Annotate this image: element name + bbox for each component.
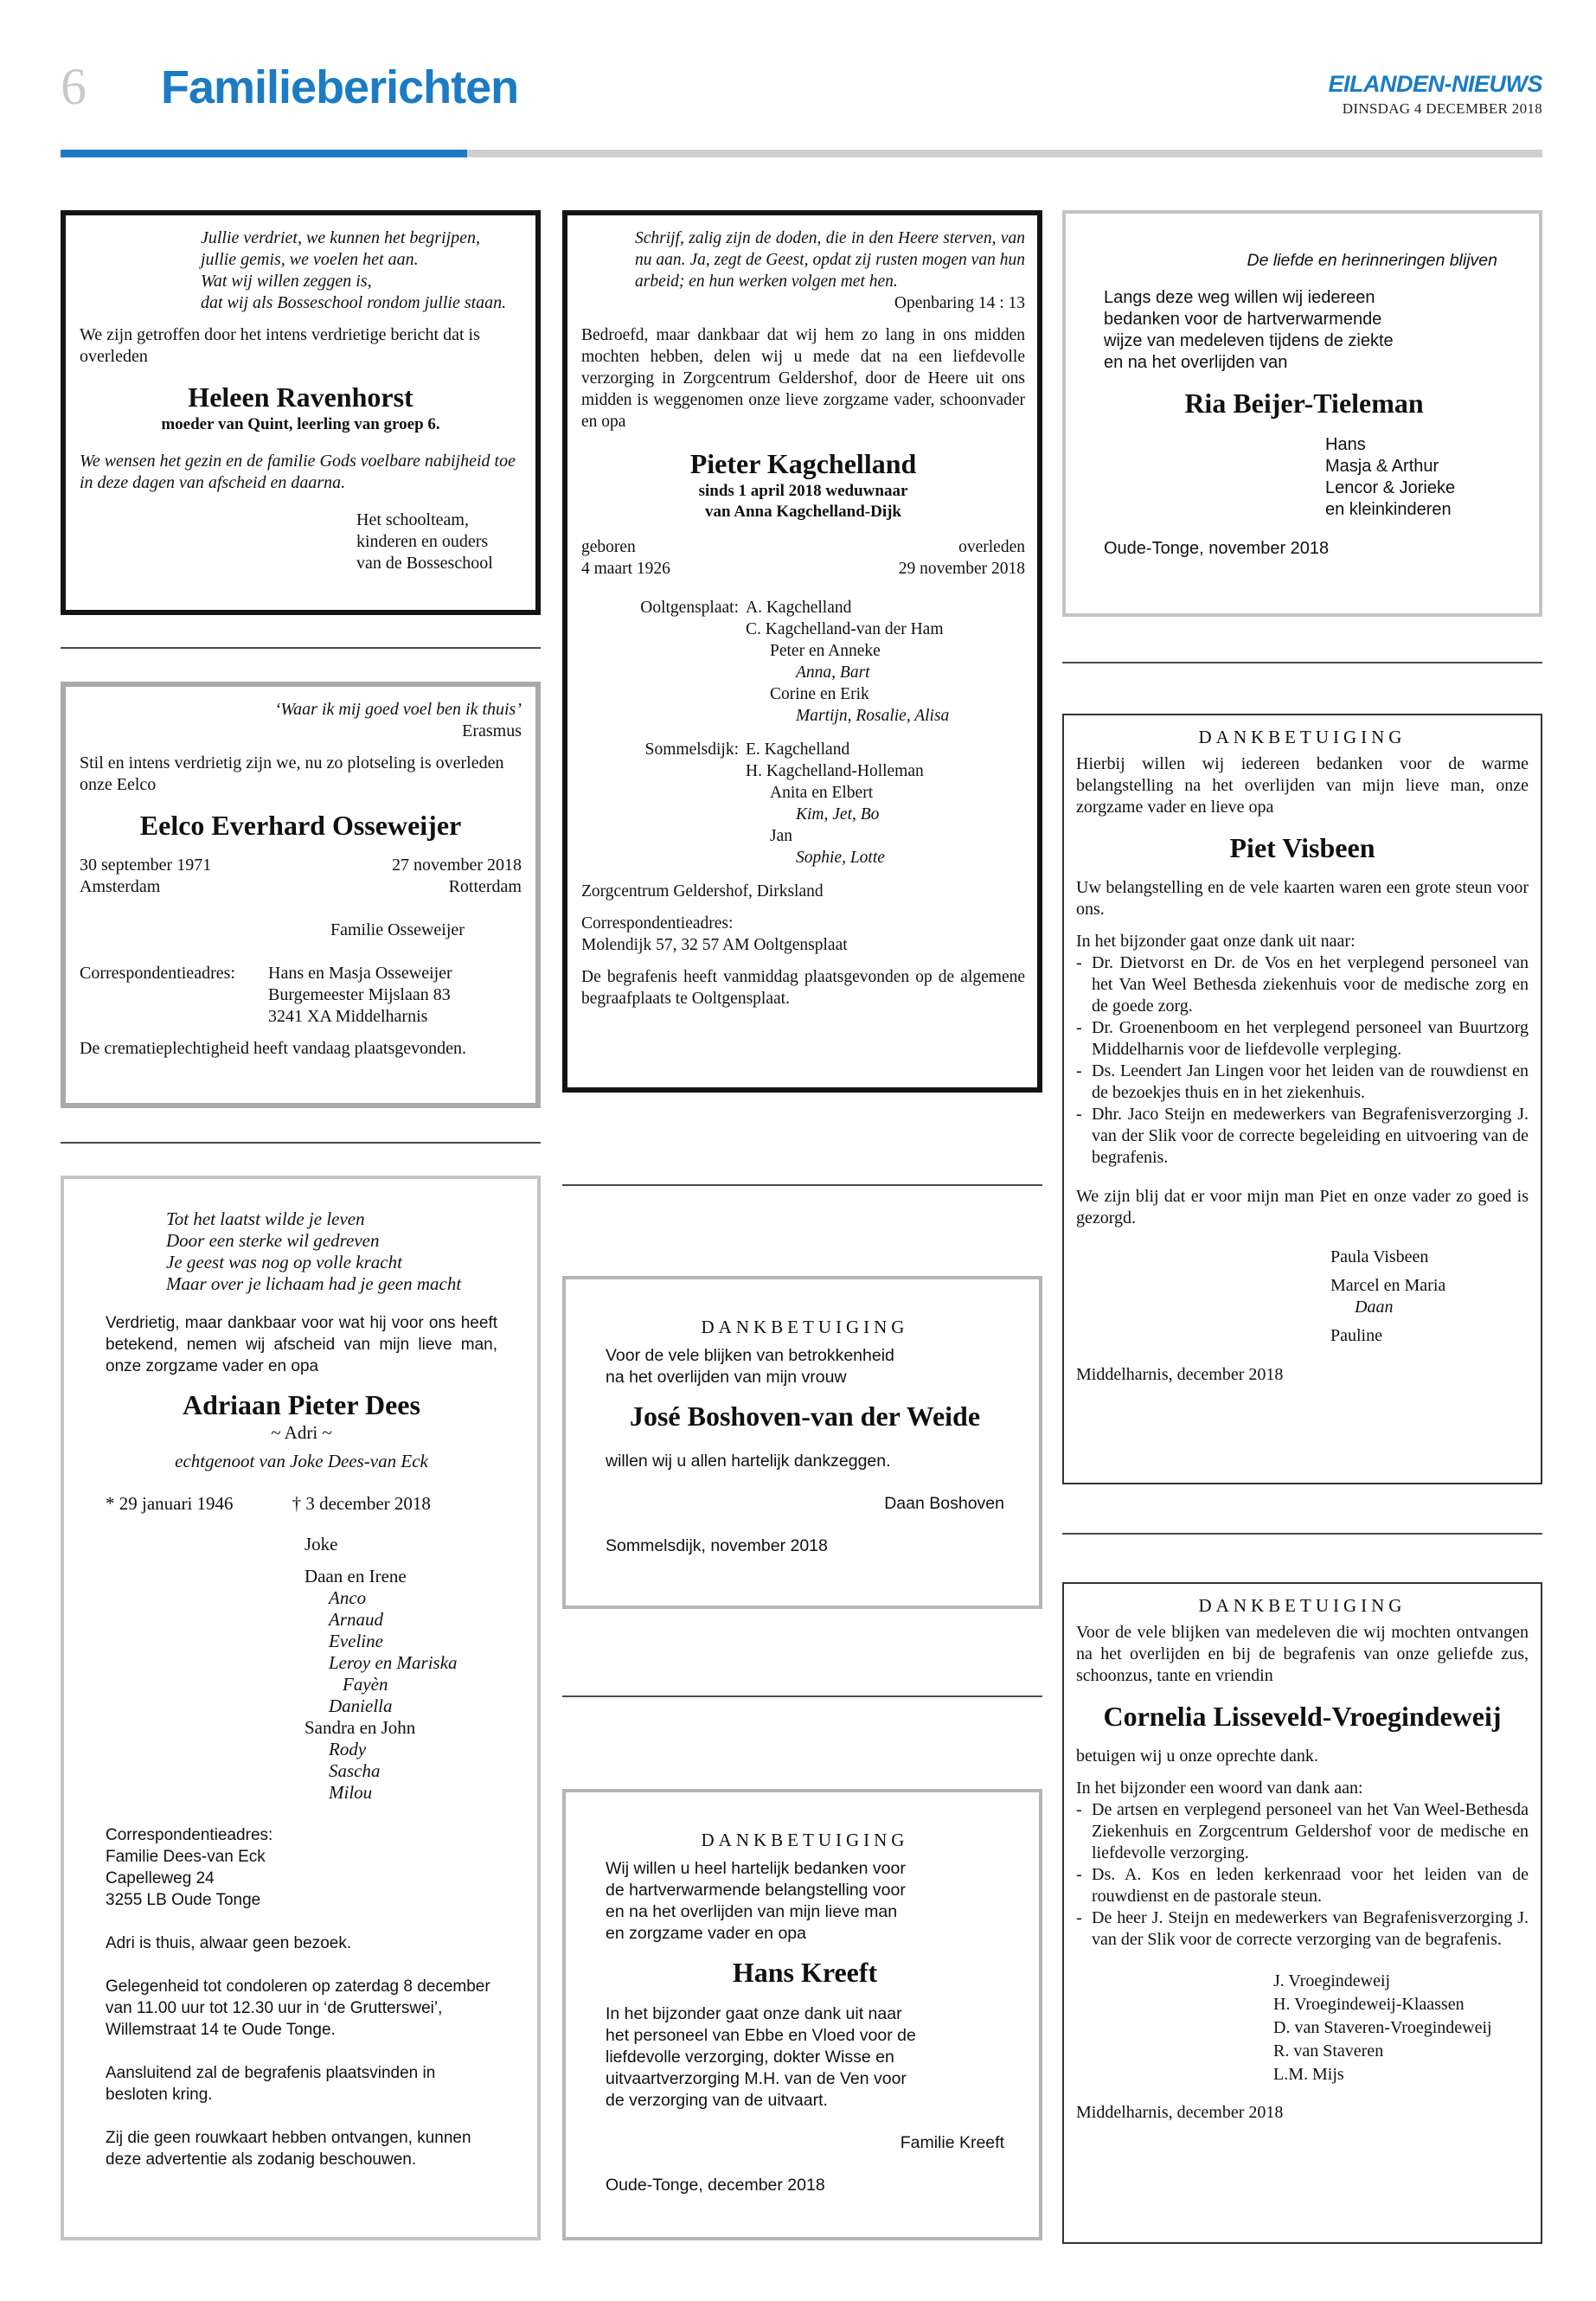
death-notice-kagchelland (562, 210, 1042, 1093)
thanks-text: willen wij u allen hartelijk dankzeggen. (606, 1452, 891, 1471)
nickname: ~ Adri ~ (271, 1422, 332, 1443)
deceased-name: Adriaan Pieter Dees (183, 1389, 420, 1420)
list-intro: In het bijzonder gaat onze dank uit naar: (1076, 932, 1356, 951)
note: De begrafenis heeft vanmiddag plaatsgevonden op de algemene begraafplaats te Ooltgensplaat. (581, 968, 1025, 1008)
location: Zorgcentrum Geldershof, Dirksland (581, 882, 824, 901)
dates-row: 4 maart 1926 29 november 2018 (581, 560, 1025, 578)
intro-text: Stil en intens verdrietig zijn we, nu zo plotseling is overleden onze Eelco (80, 753, 504, 794)
thank-you-visbeen (1062, 714, 1542, 1484)
poem: Tot het laatst wilde je leven Door een sterke wil gedreven Je geest was nog op volle kracht Maar over je lichaam had je geen macht (166, 1208, 462, 1294)
family-signature: Familie Osseweijer (330, 920, 465, 939)
dankbetuiging-heading: DANKBETUIGING (701, 1317, 909, 1337)
intro-text: Verdrietig, maar dankbaar voor wat hij voor ons heeft betekend, nemen wij afscheid van mijn lieve man, onze zorgzame vader en opa (106, 1314, 497, 1375)
list-item: - Ds. Leendert Jan Lingen voor het leiden van de rouwdienst en de bezoekjes thuis en in het ziekenhuis. (1076, 1061, 1529, 1104)
dates-row: 30 september 1971 27 november 2018 (80, 856, 522, 875)
family-group-ooltgensplaat: Ooltgensplaat: A. Kagchelland C. Kagchelland-van der Ham Peter en Anneke Anna, Bart Corine en Erik Martijn, Rosalie, Alisa (640, 599, 950, 725)
deceased-name: Ria Beijer-Tieleman (1184, 388, 1424, 419)
paragraph: Uw belangstelling en de vele kaarten waren een grote steun voor ons. (1076, 878, 1529, 919)
intro-text: Bedroefd, maar dankbaar dat wij hem zo lang in ons midden mochten hebben, delen wij u mede dat na een liefdevolle verzorging in Zorgcentrum Geldershof, door de Heere uit ons midden is weggenomen onze lieve zorgzame vader, schoonvader en opa (581, 326, 1025, 431)
labels-row: geboren overleden (581, 538, 1025, 556)
family-list: Hans Masja & Arthur Lencor & Jorieke en kleinkinderen (1325, 435, 1456, 519)
funeral-info: Aansluitend zal de begrafenis plaatsvinden in besloten kring. (106, 2064, 436, 2104)
place-date: Oude-Tonge, december 2018 (606, 2176, 825, 2195)
list-item: - De artsen en verplegend personeel van het Van Weel-Bethesda Ziekenhuis en Zorgcentrum Geldershof voor de medische en liefdevolle verzorging. (1076, 1799, 1529, 1864)
motto: De liefde en herinneringen blijven (1247, 251, 1497, 270)
subtitle: sinds 1 april 2018 weduwnaar (698, 482, 908, 500)
divider (562, 1184, 1042, 1186)
place-date: Oude-Tonge, november 2018 (1104, 539, 1330, 558)
deceased-name: Cornelia Lisseveld-Vroegindeweij (1103, 1701, 1502, 1732)
subtitle: van Anna Kagchelland-Dijk (705, 503, 901, 521)
place-date: Sommelsdijk, november 2018 (606, 1536, 828, 1555)
thanks-text: betuigen wij u onze oprechte dank. (1076, 1747, 1318, 1766)
thank-you-boshoven (562, 1276, 1042, 1609)
intro-text: Wij willen u heel hartelijk bedanken voor de hartverwarmende belangstelling voor en na het overlijden van mijn lieve man en zorgzame vader en opa (606, 1859, 906, 1943)
intro-text: Hierbij willen wij iedereen bedanken voor de warme belangstelling na het overlijden van mijn lieve man, onze zorgzame vader en lieve opa (1076, 754, 1529, 817)
thank-you-kreeft (562, 1789, 1042, 2240)
family-list: Joke Daan en Irene Anco Arnaud Eveline Leroy en Mariska Fayèn Daniella Sandra en John Rody Sascha Milou (304, 1534, 458, 1803)
list-item: - De heer J. Steijn en medewerkers van Begrafenisverzorging J. van der Slik voor de correcte verzorging van de begrafenis. (1076, 1907, 1529, 1951)
newspaper-logo: EILANDEN-NIEUWS (1328, 71, 1542, 97)
divider (61, 1142, 541, 1144)
signature: Familie Kreeft (900, 2133, 1004, 2152)
deceased-name: José Boshoven-van der Weide (629, 1400, 981, 1432)
thanks-list (1076, 952, 1529, 1169)
wish-text: We wensen het gezin en de familie Gods voelbare nabijheid toe in deze dagen van afscheid en daarna. (80, 452, 516, 492)
divider (562, 1695, 1042, 1697)
deceased-name: Piet Visbeen (1229, 832, 1375, 863)
death-notice-osseweijer (61, 682, 541, 1108)
special-thanks: In het bijzonder gaat onze dank uit naar het personeel van Ebbe en Vloed voor de liefdevolle verzorging, dokter Wisse en uitvaartverzorging M.H. van de Ven voor de verzorging van de uitvaart. (606, 2004, 916, 2110)
signatures: Paula Visbeen Marcel en Maria Daan Pauline (1330, 1247, 1446, 1345)
signature: Daan Boshoven (884, 1494, 1004, 1513)
subtitle: moeder van Quint, leerling van groep 6. (161, 415, 440, 433)
spouse: echtgenoot van Joke Dees-van Eck (175, 1451, 428, 1471)
intro-text: Langs deze weg willen wij iedereen bedanken voor de hartverwarmende wijze van medeleven tijdens de ziekte en na het overlijden van (1104, 288, 1394, 372)
thanks-list (1076, 1799, 1529, 1951)
address-label: Correspondentieadres: (581, 914, 734, 933)
list-item: - Dr. Groenenboom en het verplegend personeel van Buurtzorg Middelharnis voor de liefdevolle verpleging. (1076, 1017, 1529, 1061)
signatures: J. Vroegindeweij H. Vroegindeweij-Klaassen D. van Staveren-Vroegindeweij R. van Staveren L.M. Mijs (1273, 1971, 1492, 2084)
list-item: - Dr. Dietvorst en Dr. de Vos en het verplegend personeel van het Van Weel Bethesda ziekenhuis voor de medische zorg en de goede zorg. (1076, 952, 1529, 1017)
dates-row: * 29 januari 1946 † 3 december 2018 (106, 1493, 431, 1514)
divider (61, 647, 541, 649)
condolence-info: Gelegenheid tot condoleren op zaterdag 8 december van 11.00 uur tot 12.30 uur in ‘de Grutterswei’, Willemstraat 14 te Oude Tonge. (106, 1977, 490, 2039)
dankbetuiging-heading: DANKBETUIGING (1198, 1595, 1407, 1616)
deceased-name: Eelco Everhard Osseweijer (139, 810, 462, 841)
issue-date: DINSDAG 4 DECEMBER 2018 (1342, 100, 1542, 117)
list-intro: In het bijzonder een woord van dank aan: (1076, 1779, 1363, 1798)
note: De crematieplechtigheid heeft vandaag plaatsgevonden. (80, 1039, 467, 1058)
bible-verse: Schrijf, zalig zijn de doden, die in den Heere sterven, van nu aan. Ja, zegt de Geest, opdat zij rusten mogen van hun arbeid; en hun werken volgen met hen. Openbaring 14 : 13 (635, 229, 1025, 312)
section-title: Familieberichten (161, 61, 519, 113)
intro-text: Voor de vele blijken van medeleven die wij mochten ontvangen na het overlijden en bij de begrafenis van onze geliefde zus, schoonzus, tante en vriendin (1076, 1623, 1529, 1685)
divider (1062, 662, 1542, 663)
closing-text: We zijn blij dat er voor mijn man Piet en onze vader zo goed is gezorgd. (1076, 1187, 1529, 1227)
thank-you-vroegindeweij (1062, 1582, 1542, 2244)
dankbetuiging-heading: DANKBETUIGING (1198, 727, 1407, 747)
quote: ‘Waar ik mij goed voel ben ik thuis’ (274, 700, 522, 719)
death-notice-ravenhorst (61, 210, 541, 615)
list-item: - Ds. A. Kos en leden kerkenraad voor het leiden van de rouwdienst en de pastorale steun. (1076, 1864, 1529, 1907)
header-rule-accent (61, 150, 467, 157)
places-row: Amsterdam Rotterdam (80, 877, 522, 896)
address: Molendijk 57, 32 57 AM Ooltgensplaat (581, 936, 848, 954)
page-number: 6 (61, 58, 87, 115)
dankbetuiging-heading: DANKBETUIGING (701, 1830, 909, 1850)
divider (1062, 1533, 1542, 1535)
family-group-sommelsdijk: Sommelsdijk: E. Kagchelland H. Kagchelland-Holleman Anita en Elbert Kim, Jet, Bo Jan Sophie, Lotte (644, 740, 924, 867)
death-notice-dees (61, 1176, 541, 2240)
intro-text: We zijn getroffen door het intens verdrietige bericht dat is overleden (80, 325, 480, 366)
list-item: - Dhr. Jaco Steijn en medewerkers van Begrafenisverzorging J. van der Slik voor de correcte begeleiding en uitvoering van de begrafenis. (1076, 1104, 1529, 1169)
note: Zij die geen rouwkaart hebben ontvangen, kunnen deze advertentie als zodanig beschouwen. (106, 2129, 471, 2169)
intro-text: Voor de vele blijken van betrokkenheid na het overlijden van mijn vrouw (606, 1346, 894, 1387)
poem: Jullie verdriet, we kunnen het begrijpen, jullie gemis, we voelen het aan. Wat wij willen zeggen is, dat wij als Bosseschool rondom jullie staan. (201, 228, 507, 312)
quote-author: Erasmus (462, 721, 522, 740)
correspondence-address: Correspondentieadres: Familie Dees-van Eck Capelleweg 24 3255 LB Oude Tonge (106, 1826, 273, 1909)
home-note: Adri is thuis, alwaar geen bezoek. (106, 1934, 352, 1952)
place-date: Middelharnis, december 2018 (1076, 1365, 1284, 1384)
correspondence-address: Correspondentieadres: Hans en Masja Osseweijer Burgemeester Mijslaan 83 3241 XA Middelharnis (80, 964, 452, 1026)
deceased-name: Hans Kreeft (732, 1957, 878, 1988)
deceased-name: Heleen Ravenhorst (188, 381, 413, 413)
thank-you-tieleman (1062, 210, 1542, 617)
place-date: Middelharnis, december 2018 (1076, 2103, 1284, 2122)
deceased-name: Pieter Kagchelland (689, 448, 917, 479)
signature: Het schoolteam, kinderen en ouders van de Bosseschool (356, 510, 493, 573)
header-rule (467, 150, 1542, 157)
